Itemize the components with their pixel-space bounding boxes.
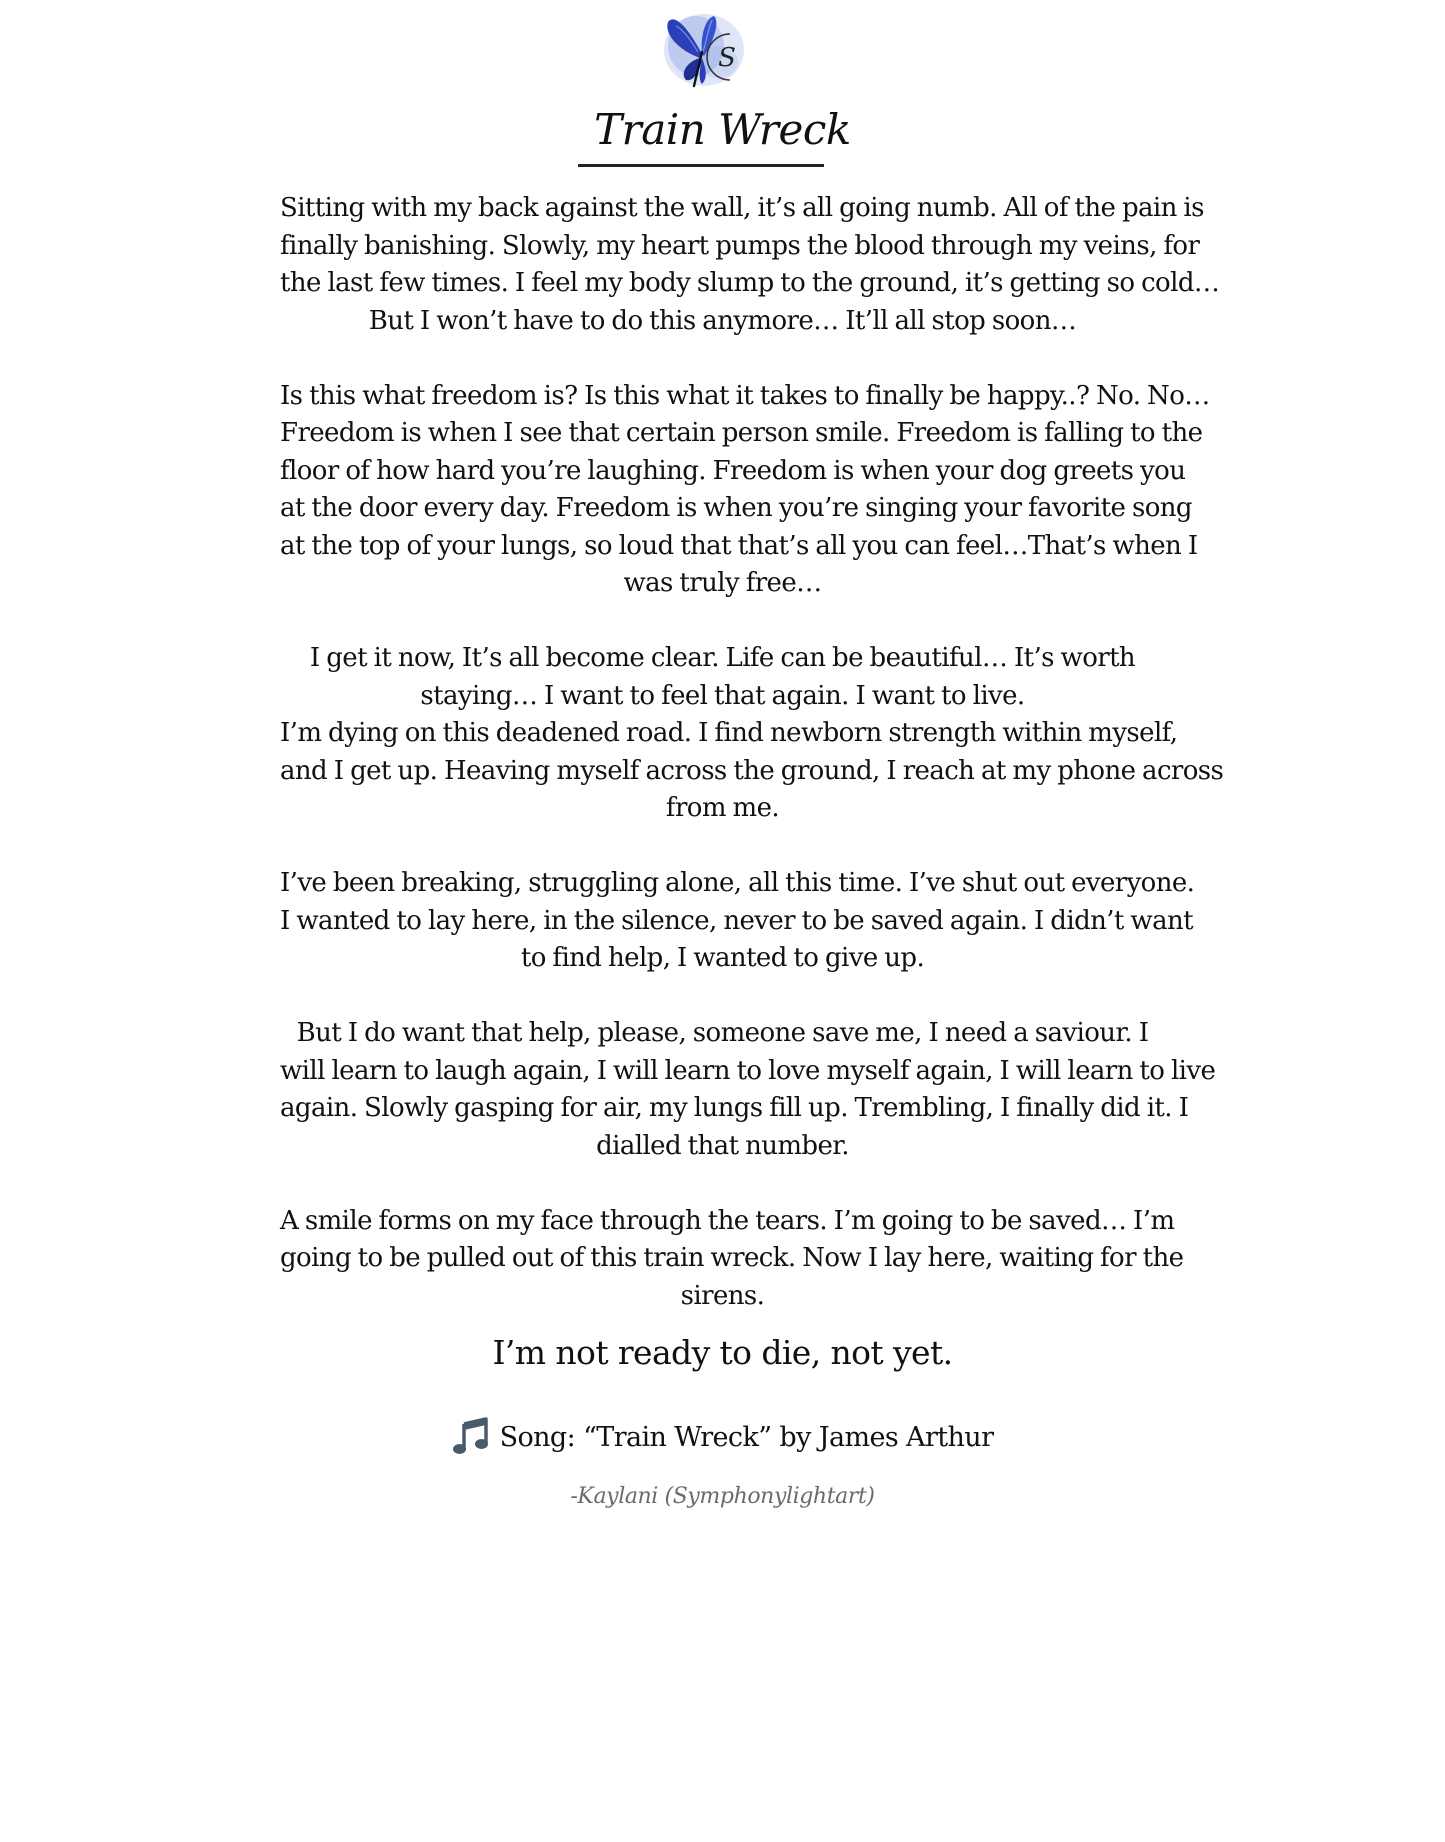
- butterfly-icon: [656, 4, 756, 100]
- paragraph-1: [280, 190, 1220, 340]
- text-line: A smile forms on my face through the tears. I’m going to be saved… I’m: [280, 1205, 1175, 1236]
- text-line: I get it now, It’s all become clear. Life can be beautiful… It’s worth: [309, 643, 1136, 673]
- text-line: to find help, I wanted to give up.: [520, 943, 925, 973]
- text-line: staying… I want to feel that again. I want to live.: [420, 680, 1025, 711]
- monogram-letter: S: [718, 43, 736, 73]
- text-line: the last few times. I feel my body slump to the ground, it’s getting so cold…: [280, 268, 1220, 298]
- paragraph-5: [280, 1015, 1216, 1165]
- author-credit: -Kaylani (Symphonylightart): [570, 1484, 875, 1509]
- song-text: Song: “Train Wreck” by James Arthur: [499, 1422, 994, 1453]
- text-line: I wanted to lay here, in the silence, never to be saved again. I didn’t want: [280, 905, 1193, 936]
- text-line: Freedom is when I see that certain person smile. Freedom is falling to the: [280, 418, 1203, 448]
- text-line: going to be pulled out of this train wreck. Now I lay here, waiting for the: [280, 1243, 1184, 1273]
- poem-title: Train Wreck: [594, 105, 851, 154]
- text-line: But I do want that help, please, someone save me, I need a saviour. I: [296, 1018, 1149, 1048]
- text-line: again. Slowly gasping for air, my lungs fill up. Trembling, I finally did it. I: [280, 1093, 1189, 1123]
- text-line: dialled that number.: [596, 1130, 849, 1161]
- paragraph-4: [280, 865, 1195, 978]
- closing-line: I’m not ready to die, not yet.: [492, 1333, 953, 1372]
- music-note-icon: [452, 1416, 490, 1456]
- title-underline: [578, 164, 824, 167]
- text-line: was truly free…: [623, 568, 822, 598]
- text-line: at the top of your lungs, so loud that that’s all you can feel…That’s when I: [280, 530, 1198, 561]
- text-line: at the door every day. Freedom is when you’re singing your favorite song: [280, 493, 1192, 523]
- paragraph-2: [280, 378, 1210, 603]
- text-line: will learn to laugh again, I will learn to love myself again, I will learn to live: [280, 1055, 1216, 1086]
- text-line: I’ve been breaking, struggling alone, all this time. I’ve shut out everyone.: [280, 868, 1195, 898]
- text-line: finally banishing. Slowly, my heart pumps the blood through my veins, for: [280, 230, 1200, 261]
- text-line: floor of how hard you’re laughing. Freedom is when your dog greets you: [280, 455, 1186, 486]
- text-line: sirens.: [680, 1280, 765, 1311]
- paragraph-6: [280, 1203, 1184, 1316]
- paragraph-3: [280, 640, 1224, 828]
- poem-body: [280, 190, 1224, 1353]
- text-line: and I get up. Heaving myself across the ground, I reach at my phone across: [280, 755, 1224, 786]
- butterfly-monogram-logo: [656, 4, 756, 100]
- text-line: Is this what freedom is? Is this what it takes to finally be happy..? No. No…: [280, 380, 1210, 411]
- text-line: Sitting with my back against the wall, it’s all going numb. All of the pain is: [280, 193, 1204, 223]
- text-line: I’m dying on this deadened road. I find newborn strength within myself,: [280, 718, 1178, 748]
- song-credit: [0, 1418, 1445, 1459]
- text-line: from me.: [665, 793, 780, 823]
- text-line: But I won’t have to do this anymore… It’ll all stop soon…: [368, 305, 1077, 336]
